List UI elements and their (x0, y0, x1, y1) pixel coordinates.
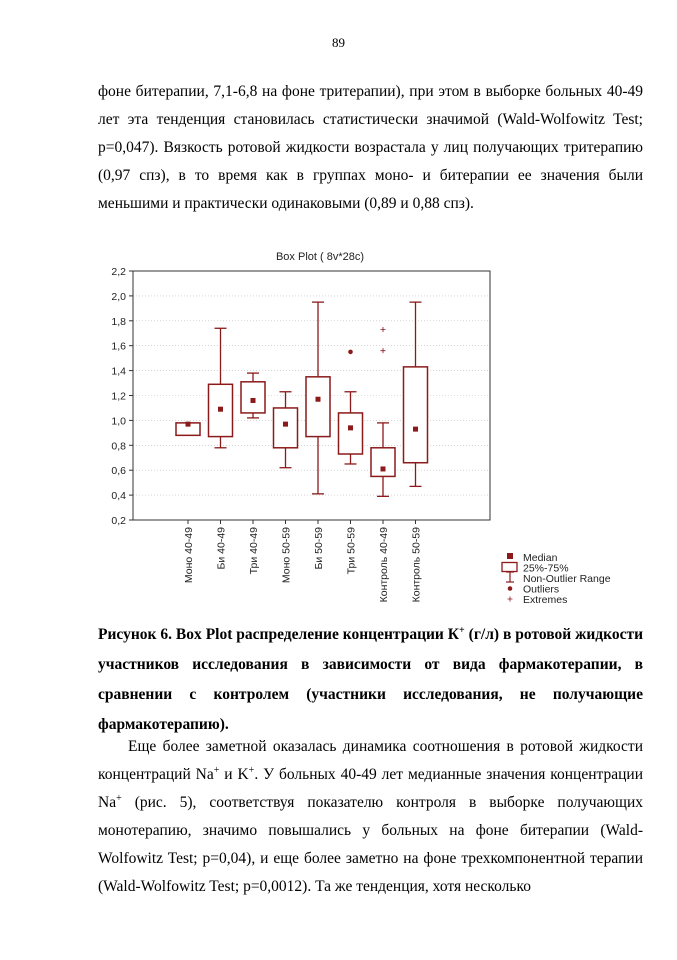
figure-caption (98, 620, 643, 740)
body-sup-3: + (116, 792, 122, 804)
x-axis-labels (183, 520, 423, 602)
x-tick-label-1: Моно 40-49 (183, 527, 195, 584)
intro-paragraph-block (98, 78, 643, 218)
x-tick-label-3: Три 40-49 (248, 527, 260, 575)
caption-superscript: + (459, 624, 465, 636)
y-tick-label-0: 0,2 (111, 515, 126, 527)
body-paragraph-block (98, 733, 643, 901)
y-tick-label-4: 1,0 (111, 415, 126, 428)
median-marker-6 (348, 425, 353, 430)
box-7 (371, 327, 395, 496)
extreme-point-7-1 (381, 327, 386, 332)
median-marker-7 (381, 466, 386, 471)
box-3 (241, 373, 265, 418)
y-tick-label-1: 0,4 (111, 490, 126, 503)
y-axis-ticks (111, 266, 133, 527)
legend (502, 552, 611, 606)
box-plot-chart (95, 240, 655, 620)
figure-caption-text (98, 620, 643, 740)
x-tick-label-4: Моно 50-59 (280, 527, 293, 584)
median-marker-5 (316, 397, 321, 402)
x-tick-label-8: Контроль 50-59 (410, 527, 423, 603)
median-marker-3 (251, 398, 256, 403)
body-sup-2: + (248, 764, 255, 776)
x-tick-label-2: Би 40-49 (215, 527, 228, 570)
body-text-1: Еще более заметной оказалась динамика соотношения в ротовой жидкости концентраций Na (98, 738, 643, 783)
box-rect-3 (241, 382, 265, 413)
caption-part-2: (г/л) в ротовой жидкости участников исследования в зависимости от вида фармакотерапии, в сравнении с контролем (участники исследования, не получающие фармакотерапию). (98, 626, 644, 733)
y-tick-label-9: 2,0 (111, 290, 126, 303)
x-tick-label-6: Три 50-59 (345, 527, 358, 575)
x-tick-label-5: Би 50-59 (313, 527, 325, 570)
legend-extreme-swatch (508, 597, 513, 602)
median-marker-8 (413, 427, 418, 432)
box-5 (306, 302, 330, 494)
body-paragraph (98, 733, 643, 901)
median-marker-1 (186, 422, 191, 427)
y-tick-label-5: 1,2 (111, 390, 126, 403)
caption-part-1: Рисунок 6. Box Plot распределение концентрации К (98, 626, 460, 643)
y-tick-label-7: 1,6 (111, 340, 126, 353)
y-tick-label-8: 1,8 (111, 315, 126, 328)
box-rect-6 (339, 413, 363, 454)
legend-label-1: Median (523, 552, 558, 564)
median-marker-4 (283, 422, 288, 427)
body-sup-1: + (213, 764, 220, 776)
x-tick-label-7: Контроль 40-49 (378, 527, 390, 603)
box-rect-7 (371, 448, 395, 477)
box-rect-4 (274, 408, 298, 448)
legend-label-5: Extremes (523, 594, 568, 606)
legend-box-swatch (502, 563, 517, 572)
legend-label-4: Outliers (523, 583, 560, 596)
legend-label-2: 25%-75% (523, 562, 569, 575)
body-text-3: . У больных 40-49 лет медианные значения концентрации Na (98, 766, 643, 811)
box-4 (274, 392, 298, 468)
y-tick-label-2: 0,6 (111, 465, 126, 478)
body-text-2: и K (219, 766, 249, 783)
page-number: 89 (332, 35, 345, 50)
y-tick-label-10: 2,2 (111, 266, 126, 278)
y-tick-label-3: 0,8 (111, 440, 126, 453)
box-2 (209, 328, 233, 448)
boxes (176, 302, 428, 496)
legend-outlier-swatch (508, 586, 513, 591)
chart-title: Box Plot ( 8v*28c) (275, 251, 365, 263)
box-6 (339, 350, 363, 464)
y-tick-label-6: 1,4 (111, 365, 126, 378)
body-text-4: (рис. 5), соответствуя показателю контроля в выборке получающих монотерапию, значимо повышались у больных на фоне битерапии (Wald-Wolfowitz Test; p=0,04), и еще более заметно на фоне трехкомпонентной терапии (Wald-Wolfowitz Test; p=0,0012). Та же тенденция, хотя несколько (98, 794, 643, 895)
legend-median-swatch (507, 553, 513, 559)
box-rect-8 (404, 367, 428, 463)
intro-paragraph: фоне битерапии, 7,1-6,8 на фоне тритерапии), при этом в выборке больных 40-49 лет эта тенденция становилась статистически значимой (Wald-Wolfowitz Test; p=0,047). Вязкость ротовой жидкости возрастала у лиц получающих тритерапию (0,97 спз), в то время как в группах моно- и битерапии ее значения были меньшими и практически одинаковыми (0,89 и 0,88 спз). (98, 83, 643, 212)
box-rect-5 (306, 377, 330, 437)
box-1 (176, 422, 200, 436)
extreme-point-7-0 (381, 348, 386, 353)
median-marker-2 (218, 407, 223, 412)
box-8 (404, 302, 428, 486)
legend-label-3: Non-Outlier Range (523, 573, 611, 585)
outlier-point-6-0 (348, 350, 353, 355)
